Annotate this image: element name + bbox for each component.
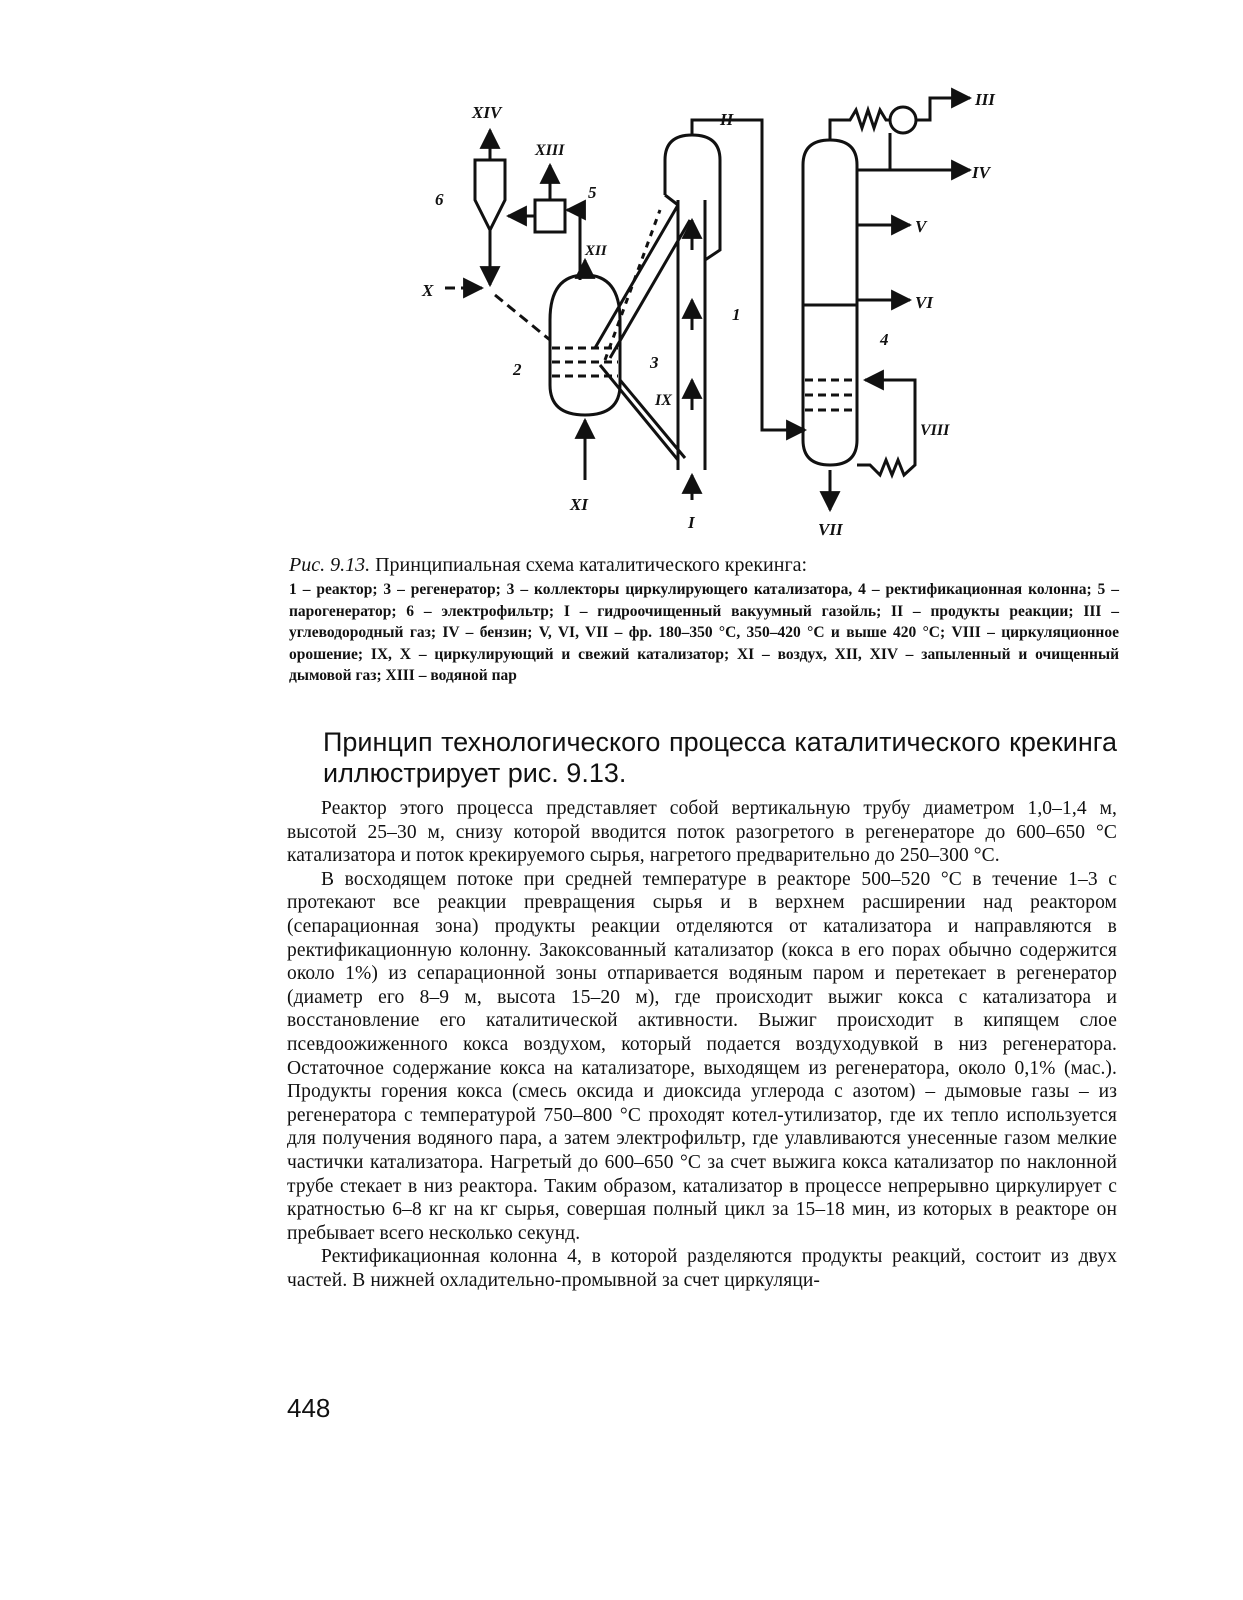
- label-n1: 1: [732, 305, 741, 324]
- electrofilter-6: [475, 160, 505, 230]
- label-iv: IV: [972, 163, 990, 182]
- paragraph: Ректификационная колонна 4, в которой разделяются продукты реакций, состоит из двух частей. В нижней охладительно-промывной за счет циркуляци-: [287, 1246, 1117, 1291]
- label-viii: VIII: [920, 422, 950, 439]
- paragraph: Реактор этого процесса представляет собой вертикальную трубу диаметром 1,0–1,4 м, высотой 25–30 м, снизу которой вводится поток разогретого в регенераторе до 600–650 °С катализатора и поток крекируемого сырья, нагретого предварительно до 250–300 °С.: [287, 798, 1117, 867]
- fractionation-column-4: [803, 140, 857, 465]
- label-ii: II: [720, 110, 734, 129]
- caption-label: Рис. 9.13.: [289, 554, 371, 576]
- label-n3: 3: [650, 353, 659, 372]
- page-number: 448: [287, 1393, 331, 1423]
- label-x: X: [422, 281, 434, 300]
- label-i: I: [688, 513, 695, 532]
- label-xiii: XIII: [535, 142, 565, 159]
- label-iii: III: [975, 90, 995, 109]
- label-n6: 6: [435, 190, 444, 209]
- label-n2: 2: [513, 360, 522, 379]
- caption-title-text: Принципиальная схема каталитического крекинга:: [370, 554, 808, 576]
- label-n5: 5: [588, 183, 597, 202]
- paragraph: В восходящем потоке при средней температуре в реакторе 500–520 °С в течение 1–3 с протекают все реакции превращения сырья и в верхнем расширении над реактором (сепарационная зона) продукты реакции отделяются от катализатора и направляются в ректификационную колонну. Закоксованный катализатор (кокса в его порах обычно содержится около 1%) из сепарационной зоны отпаривается водяным паром и перетекает в регенератор (диаметр его 8–9 м, высота 15–20 м), где происходит выжиг кокса с катализатора и восстановление его каталитической активности. Выжиг происходит в кипящем слое псевдоожиженного кокса воздухом, который подается воздуходувкой в низ регенератора. Остаточное содержание кокса на катализаторе, выходящем из регенератора, около 0,1% (мас.). Продукты горения кокса (смесь оксида и диоксида углерода с азотом) – дымовые газы – из регенератора с температурой 750–800 °С проходят котел-утилизатор, где их тепло используется для получения водяного пара, а затем электрофильтр, где улавливаются унесенные газом мелкие частички катализатора. Нагретый до 600–650 °С за счет выжига кокса катализатор по наклонной трубе стекает в низ реактора. Таким образом, катализатор в процессе непрерывно циркулирует с кратностью 6–8 кг на кг сырья, совершая полный цикл за 15–18 мин, из которых в реакторе он пребывает всего несколько секунд.: [287, 868, 1117, 1244]
- label-vii: VII: [818, 520, 843, 539]
- label-xiv: XIV: [472, 103, 502, 122]
- label-vi: VI: [915, 293, 933, 312]
- body-text: [287, 797, 1117, 1292]
- section-heading: Принцип технологического процесса каталитического крекинга иллюстрирует рис. 9.13.: [323, 727, 1117, 788]
- catalytic-cracking-diagram: [410, 80, 1010, 560]
- caption-legend: 1 – реактор; 3 – регенератор; 3 – коллекторы циркулирующего катализатора, 4 – ректификационная колонна; 5 – парогенератор; 6 – электрофильтр; I – гидроочищенный вакуумный газойль; II – продукты реакции; III –углеводородный газ; IV – бензин; V, VI, VII – фр. 180–350 °С, 350–420 °С и выше 420 °С; VIII – циркуляционное орошение; IX, X – циркулирующий и свежий катализатор; XI – воздух, XII, XIV – запыленный и очищенный дымовой газ; XIII – водяной пар: [289, 581, 1119, 684]
- label-xi: XI: [570, 495, 588, 514]
- figure-caption: [289, 553, 1119, 687]
- steam-generator-5: [535, 200, 565, 232]
- label-xii: XII: [585, 243, 607, 259]
- label-ix: IX: [655, 392, 672, 409]
- caption-title: [289, 553, 1119, 577]
- label-n4: 4: [880, 330, 889, 349]
- label-v: V: [915, 217, 927, 236]
